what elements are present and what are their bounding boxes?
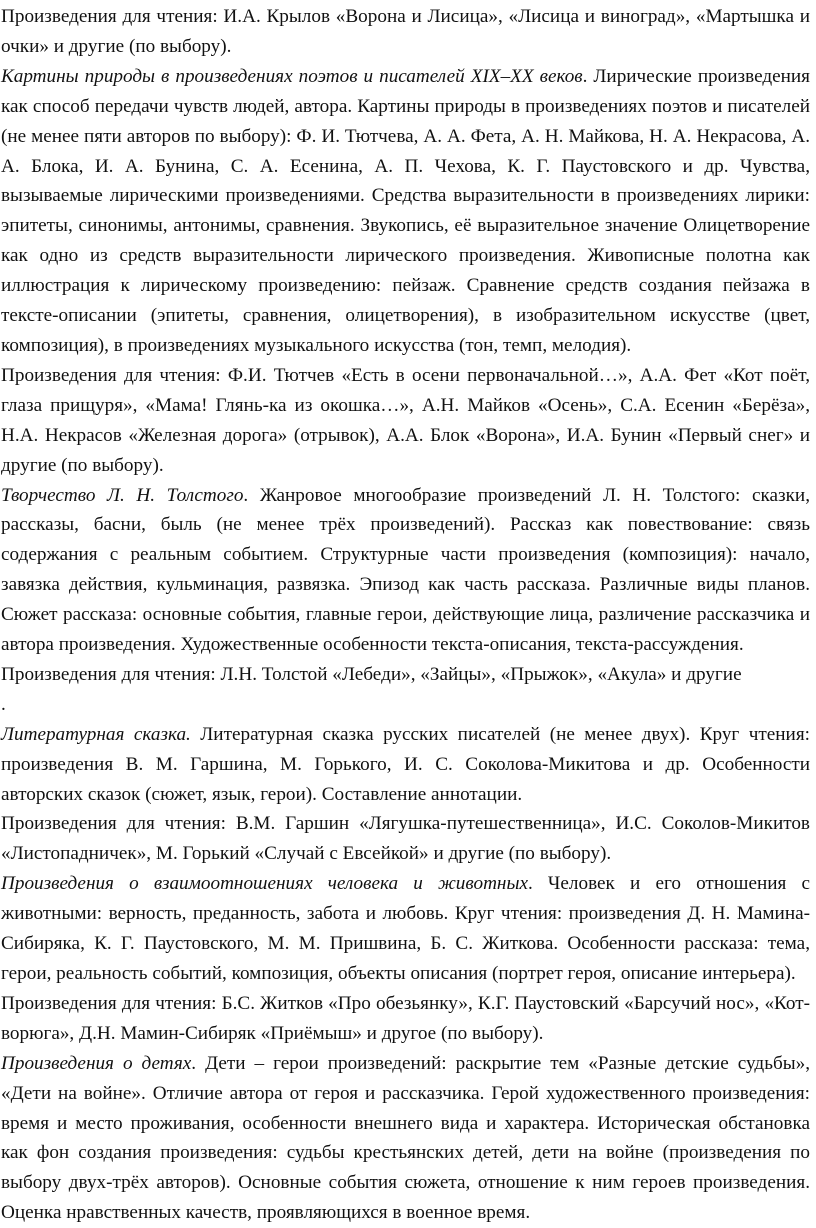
- paragraph-text: Литературная сказка русских писателей (не менее двух). Круг чтения: произведения В. М. Гаршина, М. Горького, И. С. Соколова-Микитова и др. Особенности авторских сказок (сюжет, язык, герои). Составление аннотации.: [1, 723, 810, 805]
- paragraph-text: Произведения для чтения: И.А. Крылов «Ворона и Лисица», «Лисица и виноград», «Мартышка и очки» и другие (по выбору).: [1, 6, 810, 57]
- paragraph-tolstoy-readings: [1, 660, 810, 690]
- paragraph-heading: Литературная сказка.: [1, 723, 191, 745]
- paragraph-text: Произведения для чтения: Л.Н. Толстой «Лебеди», «Зайцы», «Прыжок», «Акула» и другие: [1, 663, 742, 685]
- paragraph-text: . Дети – герои произведений: раскрытие тем «Разные детские судьбы», «Дети на войне». Отличие автора от героя и рассказчика. Герой художественного произведения: время и место проживания, особенности внешнего вида и характера. Историческая обстановка как фон создания произведения: судьбы крестьянских детей, дети на войне (произведения по выбору двух-трёх авторов). Основные события сюжета, отношение к ним героев произведения. Оценка нравственных качеств, проявляющихся в военное время.: [1, 1052, 810, 1224]
- paragraph-krylov-readings: [1, 2, 810, 62]
- paragraph-children: [1, 1049, 810, 1228]
- paragraph-human-animals: [1, 869, 810, 989]
- paragraph-heading: Творчество Л. Н. Толстого: [1, 484, 244, 506]
- paragraph-tolstoy: [1, 481, 810, 660]
- paragraph-text: . Человек и его отношения с животными: верность, преданность, забота и любовь. Круг чтения: произведения Д. Н. Мамина-Сибиряка, К. Г. Паустовского, М. М. Пришвина, Б. С. Житкова. Особенности рассказа: тема, герои, реальность событий, композиция, объекты описания (портрет героя, описание интерьера).: [1, 873, 811, 984]
- paragraph-nature-readings: [1, 361, 810, 481]
- paragraph-text: Произведения для чтения: Ф.И. Тютчев «Есть в осени первоначальной…», А.А. Фет «Кот поёт, глаза прищуря», «Мама! Глянь-ка из окошка…», А.Н. Майков «Осень», С.А. Есенин «Берёза», Н.А. Некрасов «Железная дорога» (отрывок), А.А. Блок «Ворона», И.А. Бунин «Первый снег» и другие (по выбору).: [1, 364, 810, 476]
- paragraph-nature-pictures: [1, 62, 810, 361]
- paragraph-text: . Жанровое многообразие произведений Л. Н. Толстого: сказки, рассказы, басни, быль (не менее трёх произведений). Рассказ как повествование: связь содержания с реальным событием. Структурные части произведения (композиция): начало, завязка действия, кульминация, развязка. Эпизод как часть рассказа. Различные виды планов. Сюжет рассказа: основные события, главные герои, действующие лица, различение рассказчика и автора произведения. Художественные особенности текста-описания, текста-рассуждения.: [1, 484, 810, 656]
- paragraph-literary-tale: [1, 720, 810, 810]
- paragraph-text: . Лирические произведения как способ передачи чувств людей, автора. Картины природы в произведениях поэтов и писателей (не менее пяти авторов по выбору): Ф. И. Тютчева, А. А. Фета, А. Н. Майкова, Н. А. Некрасова, А. А. Блока, И. А. Бунина, С. А. Есенина, А. П. Чехова, К. Г. Паустовского и др. Чувства, вызываемые лирическими произведениями. Средства выразительности в произведениях лирики: эпитеты, синонимы, антонимы, сравнения. Звукопись, её выразительное значение Олицетворение как одно из средств выразительности лирического произведения. Живописные полотна как иллюстрация к лирическому произведению: пейзаж. Сравнение средств создания пейзажа в тексте-описании (эпитеты, сравнения, олицетворения), в изобразительном искусстве (цвет, композиция), в произведениях музыкального искусства (тон, темп, мелодия).: [1, 65, 810, 356]
- paragraph-human-animals-readings: [1, 989, 810, 1049]
- paragraph-text: Произведения для чтения: В.М. Гаршин «Лягушка-путешественница», И.С. Соколов-Микитов «Листопадничек», М. Горький «Случай с Евсейкой» и другие (по выбору).: [1, 813, 810, 865]
- paragraph-heading: Произведения о взаимоотношениях человека и животных: [1, 873, 528, 895]
- paragraph-text: Произведения для чтения: Б.С. Житков «Про обезьянку», К.Г. Паустовский «Барсучий нос», «Кот-ворюга», Д.Н. Мамин-Сибиряк «Приёмыш» и другое (по выбору).: [1, 992, 810, 1044]
- paragraph-text: .: [1, 693, 6, 715]
- paragraph-literary-tale-readings: [1, 809, 810, 869]
- paragraph-stray-period: [1, 690, 810, 720]
- paragraph-heading: Картины природы в произведениях поэтов и писателей XIX–XX веков: [1, 65, 583, 87]
- paragraph-heading: Произведения о детях: [1, 1052, 192, 1074]
